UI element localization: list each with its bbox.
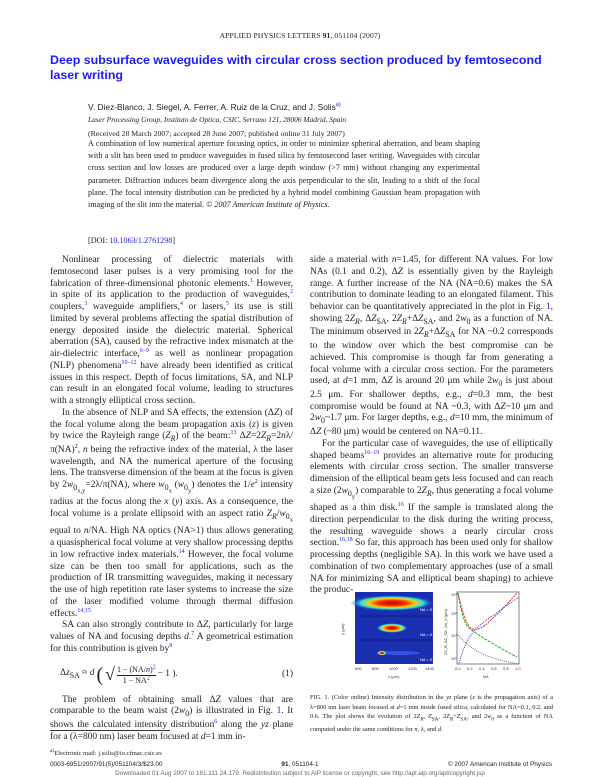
doi-suffix: ] bbox=[172, 236, 176, 245]
paragraph: In the absence of NLP and SA effects, the extension (ΔZ) of the focal volume along the beam propagation axis (z) is given by twice the Rayleigh range $(Z_R)$ of the beam:$^{13}$ $\Delta Z=2Z_R=2n\lambda/\pi(NA)^2$, n being the refractive index of the material, λ the laser wavelength, and NA the numerical aperture of the focusing lens. The transverse dimension of the beam at the focus is given by $2w_{0_{x,y}}=2\lambda/\pi(NA)$, where $w_{0_x}$ $(w_{0_y})$ denotes the $1/e^2$ intensity radius at the focus along the x (y) axis. As a consequence, the focal volume is a prolate ellipsoid with an aspect ratio $Z_R/w_{0_x}$ equal to n/NA. High NA optics (NA>1) thus allows generating a quasispherical focal volume at very shallow processing depths in low refractive index materials.$^{14}$ However, the focal volume size can be then too small for applications, such as the production of IR transmitting waveguides, making it necessary the use of high repetition rate laser systems to increase the size of the laser modified volume through thermal diffusion effects.$^{14,15}$ bbox=[50, 407, 294, 619]
abstract: A combination of low numerical aperture focusing optics, in order to minimize spherical aberration, and beam shaping with a slit has been used to produce waveguides in fused silica by femtosecond laser writing. Waveguides with circular cross section and low losses are produced over a large depth window (>7 mm) without changing any experimental parameter. Diffraction induces beam divergence along the axis perpendicular to the slit, leading to a shift of the focal plane. The focal intensity distribution can be predicted by a hybrid model combining Gaussian beam propagation with imaging of the slit into the material. © 2007 American Institute of Physics. bbox=[88, 139, 480, 210]
heatmap-na-0.6 bbox=[377, 651, 387, 656]
x-tick: 0.2 bbox=[467, 666, 473, 671]
footnote-divider bbox=[50, 730, 170, 731]
download-notice: Downloaded 01 Aug 2007 to 161.111.24.179. Redistribution subject to AIP license or copyright, see http://apl.aip.org/apl/copyright.jsp bbox=[115, 770, 485, 777]
figure-1 bbox=[330, 585, 550, 685]
equation-tail: − 1 ). bbox=[157, 669, 178, 680]
equation-fraction bbox=[117, 665, 156, 686]
y-axis-label: 2Z_R, ΔZ_SA, 2w_0 (μm) bbox=[443, 609, 448, 655]
figure-caption: FIG. 1. (Color online) Intensity distribution in the yz plane (z is the propagation axis) of a λ=800 nm laser beam focused at d=1 mm inside fused silica, calculated for NA=0.1, 0.2, and 0.6. The plot shows the evolution of $2Z_R$, $Z_{SA}$, $2Z_R+Z_{SA}$, and $2w_0$ as a function of NA computed under the same conditions for n, λ, and d. bbox=[310, 694, 554, 734]
author-footnote-mark[interactable]: a) bbox=[335, 102, 341, 109]
affiliation: Laser Processing Group, Instituto de Optica, CSIC, Serrano 121, 28006 Madrid, Spain bbox=[88, 115, 347, 124]
x-tick: 1000 bbox=[389, 666, 398, 671]
authors: V. Diez-Blanco, J. Siegel, A. Ferrer, A. Ruiz de la Cruz, and J. Solis bbox=[88, 102, 336, 112]
y-tick: 10⁰ bbox=[451, 656, 458, 661]
footer-copyright: © 2007 American Institute of Physics bbox=[447, 761, 552, 768]
journal-volume: 91 bbox=[322, 31, 331, 40]
footer-page-number: , 051104-1 bbox=[288, 761, 319, 768]
footnote: $^{a)}$Electronic mail: j.solis@io.cfmac.csic.es bbox=[50, 748, 162, 758]
publication-dates: (Received 28 March 2007; accepted 28 June 2007; published online 31 July 2007) bbox=[88, 129, 345, 138]
paragraph: Nonlinear processing of dielectric materials with femtosecond laser pulses is a very promising tool for the fabrication of three-dimensional photonic elements.$^1$ However, in spite of its application to the production of waveguides,$^2$ couplers,$^3$ waveguide amplifiers,$^4$ or lasers,$^5$ its use is still limited by several problems affecting the spatial distribution of energy deposited inside the dielectric material. Spherical aberration (SA), caused by the refractive index mismatch at the air-dielectric interface,$^{6-9}$ as well as nonlinear propagation (NLP) phenomena$^{10-12}$ have already been identified as critical issues in this respect. Depth of focus limitations, SA, and NLP can result in an elongated focal volume, leading to structures with a strongly elliptical cross section. bbox=[50, 255, 294, 406]
equation-lhs: $\Delta z_{SA} \approx d$ bbox=[60, 668, 95, 681]
doi-prefix: [DOI: bbox=[88, 236, 110, 245]
x-tick: 0.6 bbox=[491, 666, 497, 671]
paragraph: The problem of obtaining small ΔZ values that are comparable to the beam waist $(2w_0)$ is illustrated in Fig. 1. It shows the calculated intensity distribution$^6$ along the yz plane for a (λ=800 nm) laser beam focused at d=1 mm in- bbox=[50, 694, 294, 742]
panel-label: NA = 0.6 bbox=[420, 657, 436, 662]
left-column bbox=[50, 255, 294, 742]
x-axis-label: z (μm) bbox=[388, 674, 400, 679]
equation-number: (1) bbox=[281, 669, 293, 680]
panel-label: NA = 0.2 bbox=[420, 632, 436, 637]
y-tick: 10¹ bbox=[451, 633, 457, 638]
na-plot bbox=[443, 592, 521, 679]
y-tick: 10³ bbox=[451, 592, 457, 597]
doi bbox=[88, 236, 175, 245]
x-tick: 800 bbox=[372, 666, 379, 671]
equation-numerator: $1 - (NA/n)^2$ bbox=[117, 663, 156, 674]
paragraph: side a material with n=1.45, for different NA values. For low NAs (0.1 and 0.2), ΔZ is essentially given by the Rayleigh range. A further increase of the NA (NA=0.6) makes the SA contribution to dominate leading to an elongated filament. This behavior can be quantitatively appreciated in the plot in Fig. 1, showing $2Z_R$, $\Delta Z_{SA}$, $2Z_R+\Delta Z_{SA}$, and $2w_0$ as a function of NA. The minimum observed in $2Z_R+\Delta Z_{SA}$ for NA ~0.2 corresponds to the window over which the best compromise can be achieved. This compromise is though far from generating a focal volume with a circular cross section. For the parameters used, at d=1 mm, ΔZ is around 20 μm while $2w_0$ is just about 2.5 μm. For shallower depths, e.g., d=0.3 mm, the best compromise would be found at NA ~0.3, with ΔZ~10 μm and $2w_0\sim 1.7$ μm. For larger depths, e.g., d=10 mm, the minimum of ΔZ (~80 μm) would be centered on NA=0.11. bbox=[310, 255, 554, 438]
equation-denominator: $1 - NA^2$ bbox=[122, 674, 150, 685]
y-axis-label: y (μm) bbox=[340, 623, 345, 635]
journal-header bbox=[0, 31, 600, 40]
x-tick: 0.4 bbox=[479, 666, 485, 671]
footer-volume: 91 bbox=[281, 761, 289, 768]
x-tick: 0.8 bbox=[503, 666, 509, 671]
article-number: , 051104 (2007) bbox=[330, 31, 381, 40]
doi-link[interactable]: 10.1063/1.2761298 bbox=[109, 236, 173, 245]
equation-1: $\Delta z_{SA} \approx d$ ( √ $\frac{1 - (NA/n)^2}{1 - NA^2}$ − 1 ). (1) bbox=[60, 663, 293, 687]
y-tick: 10² bbox=[451, 611, 457, 616]
x-tick: 600 bbox=[355, 666, 362, 671]
x-tick: 1200 bbox=[408, 666, 417, 671]
x-tick: 1400 bbox=[425, 666, 434, 671]
paper-title: Deep subsurface waveguides with circular cross section produced by femtosecond laser writing bbox=[50, 53, 542, 82]
x-tick: 1.0 bbox=[515, 666, 521, 671]
author-list bbox=[88, 102, 341, 112]
heatmap-na-0.2 bbox=[376, 623, 408, 633]
journal-name: APPLIED PHYSICS LETTERS bbox=[219, 31, 321, 40]
heatmap-panels bbox=[340, 592, 436, 679]
footer-issn: 0003-6951/2007/91(5)/051104/3/$23.00 bbox=[50, 761, 163, 768]
x-axis-label: NA bbox=[483, 674, 489, 679]
panel-label: NA = 0.1 bbox=[420, 607, 436, 612]
paragraph: SA can also strongly contribute to ΔZ, particularly for large values of NA and focusing depths d.$^7$ A geometrical estimation for this contribution is given $by^8$ bbox=[50, 620, 293, 654]
paragraph: For the particular case of waveguides, the use of elliptically shaped beams$^{16-19}$ provides an alternative route for producing elements with circular cross section. The smaller transverse dimension of the elliptical beam gets less focused and can reach a size $(2w_{0_y})$ comparable to $2Z_R$, thus generating a focal volume shaped as a thin disk.$^{16}$ If the sample is translated along the direction perpendicular to the disk during the writing process, the resulting waveguide shows a nearly circular cross section.$^{16,18}$ So far, this approach has been used only for shallow processing depths (negligible SA). In this work we have used a combination of two complementary approaches (use of a small NA for minimizing SA and elliptical beam shaping) to achieve the produc- bbox=[310, 438, 554, 596]
x-tick: 0.0 bbox=[455, 666, 461, 671]
